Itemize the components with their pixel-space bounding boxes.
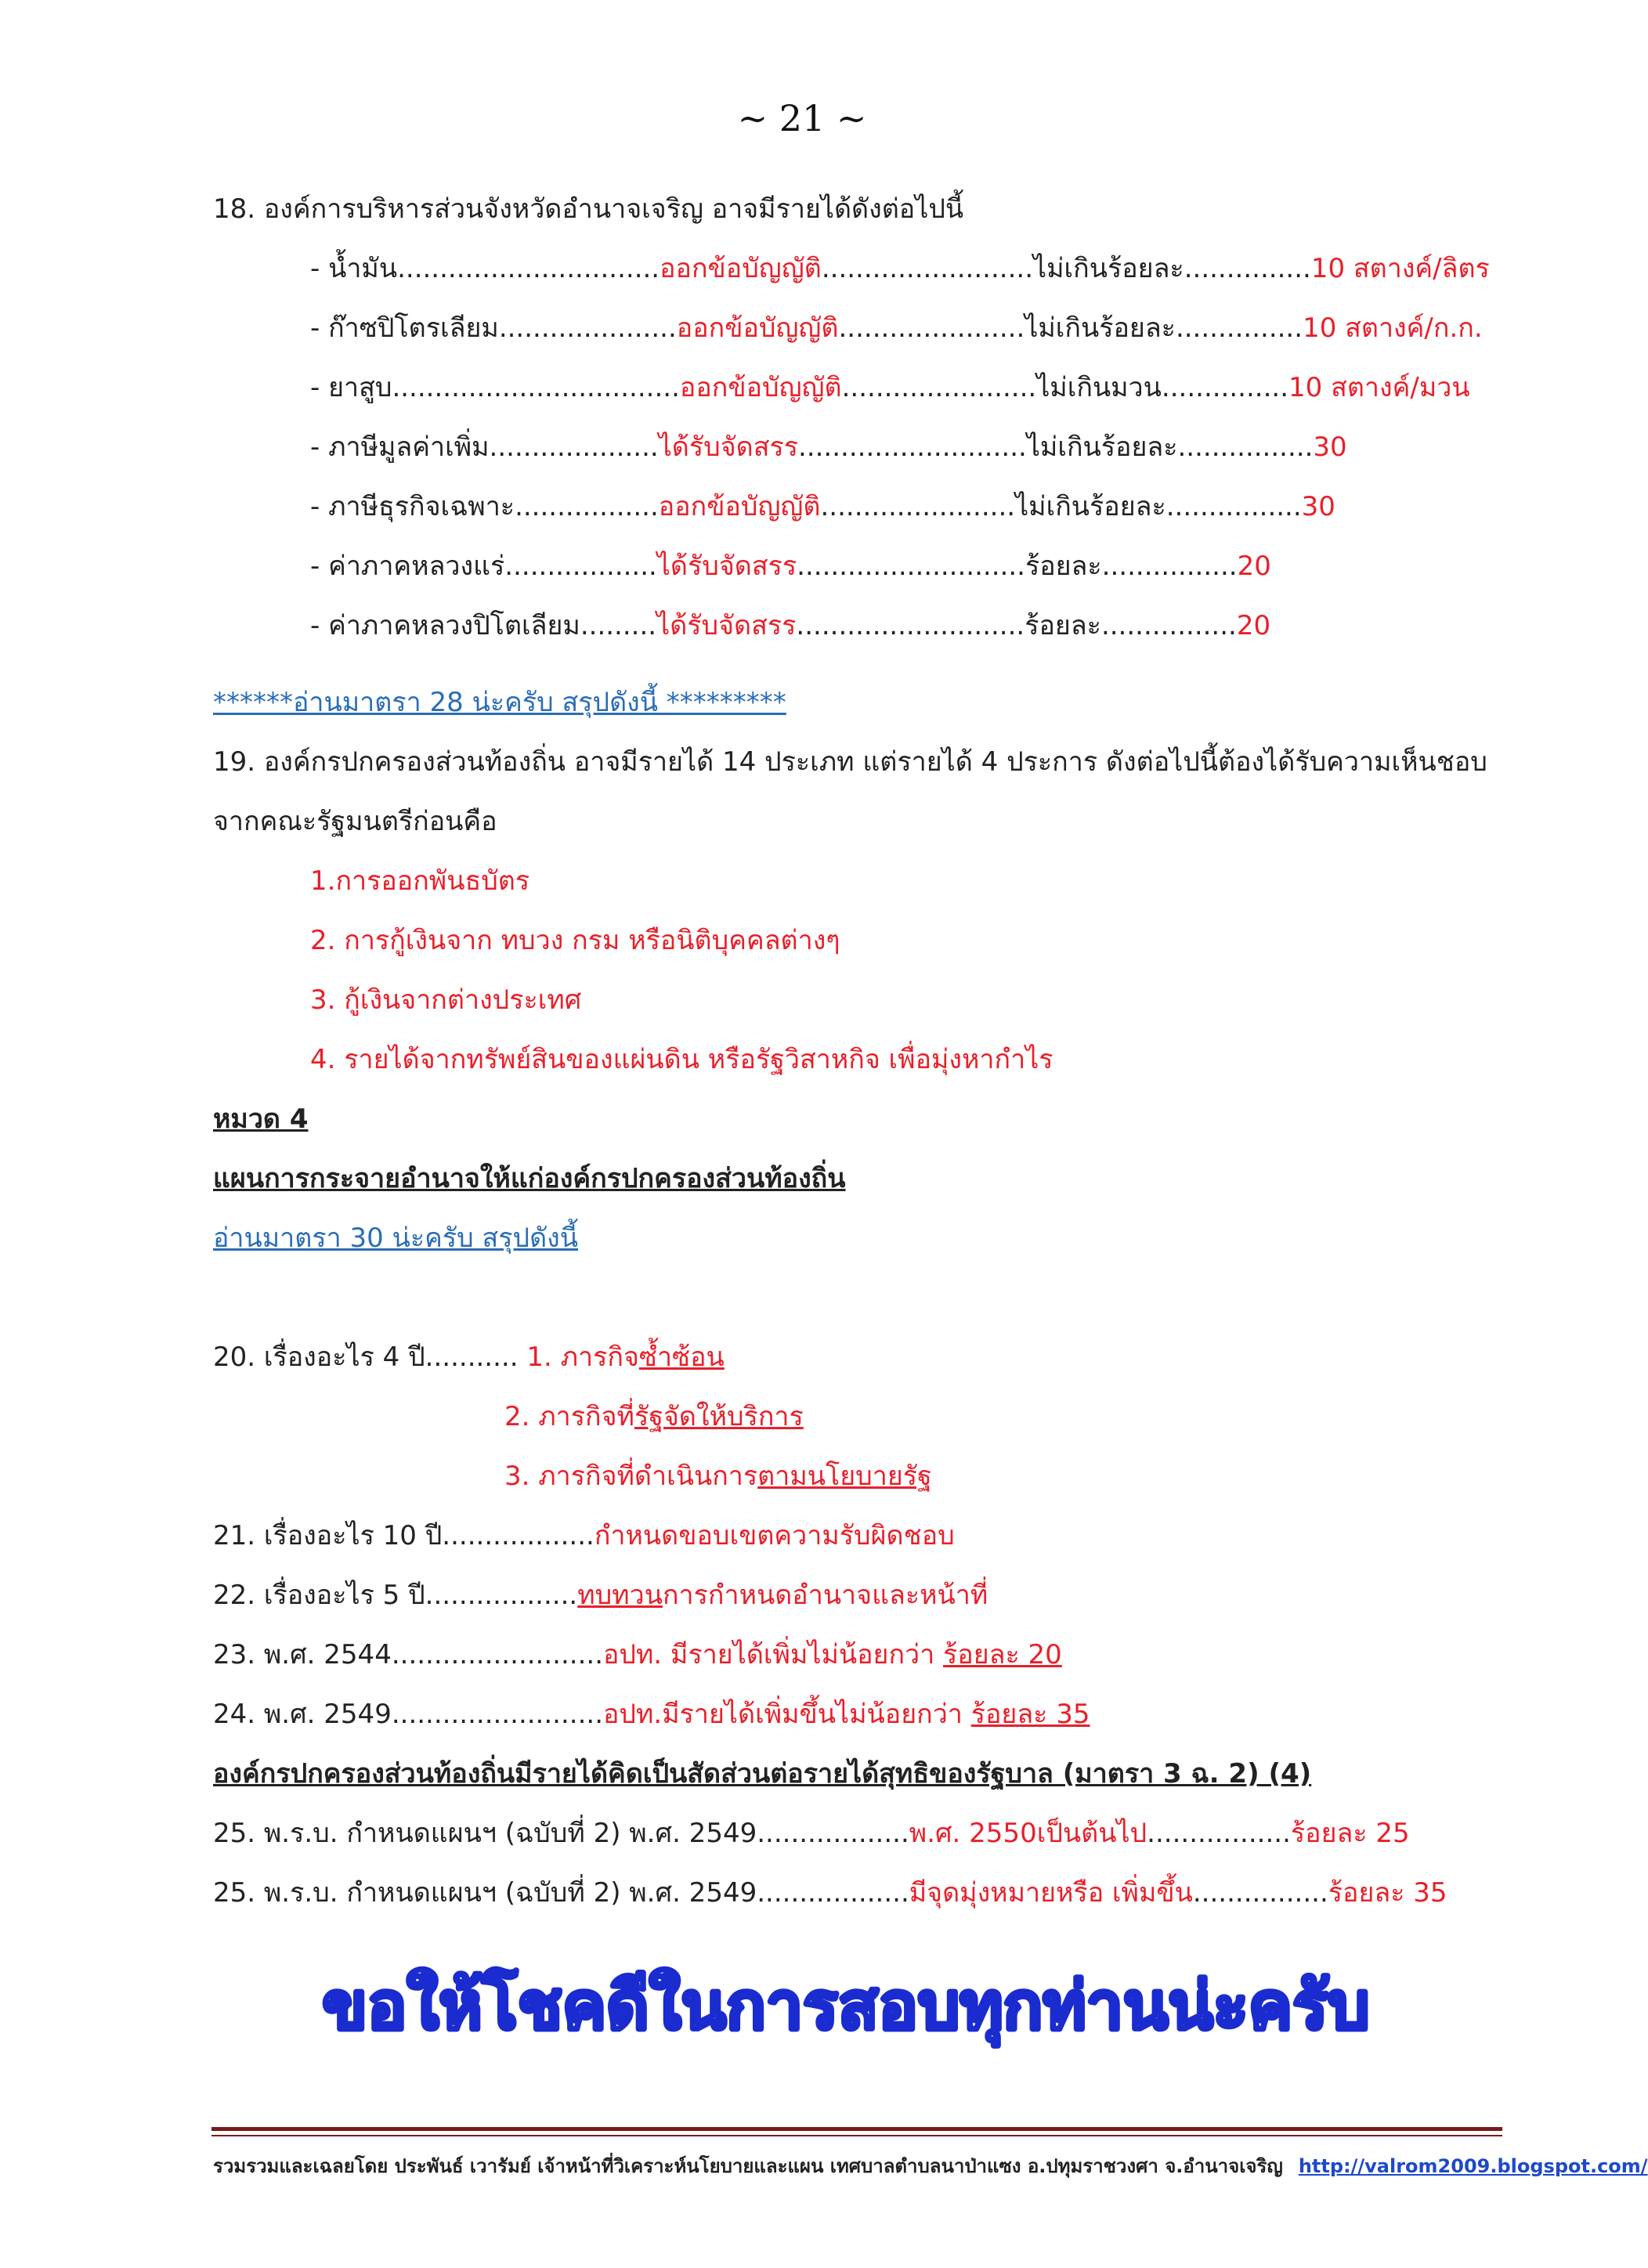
- item22-underlined: ทบทวน: [577, 1580, 663, 1611]
- section-28-link[interactable]: ******อ่านมาตรา 28 น่ะครับ สรุปดังนี้ *********: [213, 687, 786, 718]
- item25a-mid: พ.ศ. 2550เป็นต้นไป: [909, 1818, 1147, 1849]
- chapter-subtitle: แผนการกระจายอำนาจให้แก่องค์กรปกครองส่วนท้องถิ่น: [213, 1163, 846, 1194]
- leader-dots: ...............................: [397, 253, 660, 284]
- list-item: [310, 312, 1483, 344]
- item-method: ได้รับจัดสรร: [658, 432, 798, 463]
- list-item: [310, 374, 1470, 401]
- item-name: - ค่าภาคหลวงแร่: [310, 551, 505, 582]
- item-name: - น้ำมัน: [310, 253, 398, 284]
- item-value: 20: [1237, 551, 1271, 582]
- item23-text: อปท. มีรายได้เพิ่มไม่น้อยกว่า: [603, 1639, 944, 1670]
- item-limit: ร้อยละ: [1025, 610, 1101, 641]
- leader-dots: .......................: [820, 491, 1016, 522]
- item25a-value: ร้อยละ 25: [1290, 1818, 1410, 1849]
- banner-text: ขอให้โชคดีในการสอบทุกท่านน่ะครับ: [322, 1967, 1370, 2044]
- item-limit: ไม่เกินร้อยละ: [1033, 253, 1184, 284]
- section-heading: องค์กรปกครองส่วนท้องถิ่นมีรายได้คิดเป็นสัดส่วนต่อรายได้สุทธิของรัฐบาล (มาตรา 3 ฉ. 2) (4): [213, 1758, 1312, 1789]
- list-item: [310, 612, 1270, 639]
- section-30-link[interactable]: อ่านมาตรา 30 น่ะครับ สรุปดังนี้: [213, 1222, 578, 1254]
- leader-dots: ..................: [504, 551, 657, 582]
- footer-text: รวมรวมและเฉลยโดย ประพันธ์ เวารัมย์ เจ้าหน้าที่วิเคราะห์นโยบายและแผน เทศบาลตำบลนาป่าแซง อ.ปทุมราชวงศา จ.อำนาจเจริญ: [213, 2155, 1283, 2177]
- footer-rule: [211, 2127, 1502, 2131]
- item-name: - ภาษีธุรกิจเฉพาะ: [310, 491, 515, 522]
- item-name: - ภาษีมูลค่าเพิ่ม: [310, 432, 490, 463]
- leader-dots: .........: [580, 610, 657, 641]
- mission-2: 2. ภารกิจที่รัฐจัดให้บริการ: [504, 1401, 804, 1432]
- item-method: ออกข้อบัญญัติ: [660, 253, 822, 284]
- item-value: 20: [1236, 610, 1271, 641]
- item25a-row: 25. พ.ร.บ. กำหนดแผนฯ (ฉบับที่ 2) พ.ศ. 2549..................พ.ศ. 2550เป็นต้นไป.................ร้อยละ 25: [213, 1818, 1410, 1849]
- list-item: [310, 255, 1490, 282]
- item-limit: ร้อยละ: [1025, 551, 1102, 582]
- item22-row: 22. เรื่องอะไร 5 ปี..................ทบทวนการกำหนดอำนาจและหน้าที่: [213, 1580, 988, 1611]
- item24-row: 24. พ.ศ. 2549.........................อปท.มีรายได้เพิ่มขึ้นไม่น้อยกว่า ร้อยละ 35: [213, 1699, 1090, 1730]
- item19-point-3: 3. กู้เงินจากต่างประเทศ: [310, 984, 582, 1016]
- item-value: 10 สตางค์/ลิตร: [1310, 253, 1490, 284]
- footer: [213, 2151, 1648, 2181]
- item-method: ออกข้อบัญญัติ: [658, 491, 821, 522]
- leader-dots: ...............: [1161, 372, 1289, 403]
- leader-dots: ................: [1166, 491, 1302, 522]
- item-method: ออกข้อบัญญัติ: [679, 372, 842, 403]
- item19-point-4: 4. รายได้จากทรัพย์สินของแผ่นดิน หรือรัฐวิสาหกิจ เพื่อมุ่งหากำไร: [310, 1044, 1053, 1075]
- leader-dots: .......................: [841, 372, 1037, 403]
- item22-text: การกำหนดอำนาจและหน้าที่: [662, 1580, 988, 1611]
- footer-link[interactable]: http://valrom2009.blogspot.com/: [1298, 2155, 1648, 2177]
- item-value: 30: [1313, 432, 1347, 463]
- chapter-title: หมวด 4: [213, 1103, 309, 1135]
- leader-dots: ...............: [1184, 253, 1311, 284]
- item23-row: 23. พ.ศ. 2544.........................อปท. มีรายได้เพิ่มไม่น้อยกว่า ร้อยละ 20: [213, 1639, 1062, 1670]
- leader-dots: ...........................: [797, 551, 1025, 582]
- list-item: [310, 553, 1271, 580]
- item21-text: กำหนดขอบเขตความรับผิดชอบ: [594, 1520, 955, 1551]
- item19-line2: จากคณะรัฐมนตรีก่อนคือ: [213, 806, 497, 837]
- item25b-row: 25. พ.ร.บ. กำหนดแผนฯ (ฉบับที่ 2) พ.ศ. 2549..................มีจุดมุ่งหมายหรือ เพิ่มขึ้น................ร้อยละ 35: [213, 1877, 1447, 1909]
- item19-point-1: 1.การออกพันธบัตร: [310, 865, 530, 897]
- item-method: ได้รับจัดสรร: [656, 551, 797, 582]
- leader-dots: ................: [1101, 551, 1238, 582]
- leader-dots: .................: [515, 491, 659, 522]
- leader-dots: ...........................: [798, 432, 1027, 463]
- leader-dots: .........................: [821, 253, 1034, 284]
- item20-lead: 20. เรื่องอะไร 4 ปี...........: [213, 1342, 519, 1373]
- item-limit: ไม่เกินร้อยละ: [1015, 491, 1166, 522]
- leader-dots: ................: [1100, 610, 1237, 641]
- item-value: 10 สตางค์/ก.ก.: [1303, 312, 1483, 344]
- list-item: [310, 432, 1347, 463]
- leader-dots: ................: [1177, 432, 1314, 463]
- item20-row: [213, 1344, 725, 1371]
- leader-dots: ..................................: [392, 372, 680, 403]
- item-method: ได้รับจัดสรร: [656, 610, 797, 641]
- leader-dots: ...........................: [796, 610, 1025, 641]
- page-number: ~ 21 ~: [737, 97, 867, 139]
- item19-line1: 19. องค์กรปกครองส่วนท้องถิ่น อาจมีรายได้ 14 ประเภท แต่รายได้ 4 ประการ ดังต่อไปนี้ต้องได้รับความเห็นชอบ: [213, 746, 1487, 778]
- item-value: 30: [1301, 491, 1335, 522]
- good-luck-banner: [321, 1948, 1371, 2058]
- mission-3: 3. ภารกิจที่ดำเนินการตามนโยบายรัฐ: [504, 1461, 932, 1492]
- list-item: [310, 493, 1335, 520]
- item24-text: อปท.มีรายได้เพิ่มขึ้นไม่น้อยกว่า: [603, 1699, 971, 1730]
- item19-point-2: 2. การกู้เงินจาก ทบวง กรม หรือนิติบุคคลต่างๆ: [310, 925, 840, 956]
- item-method: ออกข้อบัญญัติ: [676, 312, 839, 344]
- item-name: - ก๊าซปิโตรเลียม: [310, 312, 499, 344]
- item-limit: ไม่เกินมวน: [1036, 372, 1162, 403]
- mission-1: 1. ภารกิจซ้ำซ้อน: [526, 1342, 725, 1373]
- item21-row: 21. เรื่องอะไร 10 ปี..................กำหนดขอบเขตความรับผิดชอบ: [213, 1520, 955, 1551]
- item25b-value: ร้อยละ 35: [1328, 1877, 1447, 1909]
- item-limit: ไม่เกินร้อยละ: [1026, 432, 1178, 463]
- item-name: - ค่าภาคหลวงปิโตเลียม: [310, 610, 580, 641]
- item25b-mid: มีจุดมุ่งหมายหรือ เพิ่มขึ้น: [909, 1877, 1193, 1909]
- leader-dots: ....................: [489, 432, 659, 463]
- footer-rule-thin: [211, 2135, 1502, 2136]
- item24-percent: ร้อยละ 35: [970, 1699, 1090, 1730]
- item23-percent: ร้อยละ 20: [943, 1639, 1062, 1670]
- item-name: - ยาสูบ: [310, 372, 392, 403]
- leader-dots: ......................: [838, 312, 1025, 344]
- item-value: 10 สตางค์/มวน: [1288, 372, 1470, 403]
- item18-heading: 18. องค์การบริหารส่วนจังหวัดอำนาจเจริญ อาจมีรายได้ดังต่อไปนี้: [213, 193, 964, 225]
- leader-dots: .....................: [498, 312, 677, 344]
- leader-dots: ...............: [1175, 312, 1303, 344]
- item-limit: ไม่เกินร้อยละ: [1025, 312, 1176, 344]
